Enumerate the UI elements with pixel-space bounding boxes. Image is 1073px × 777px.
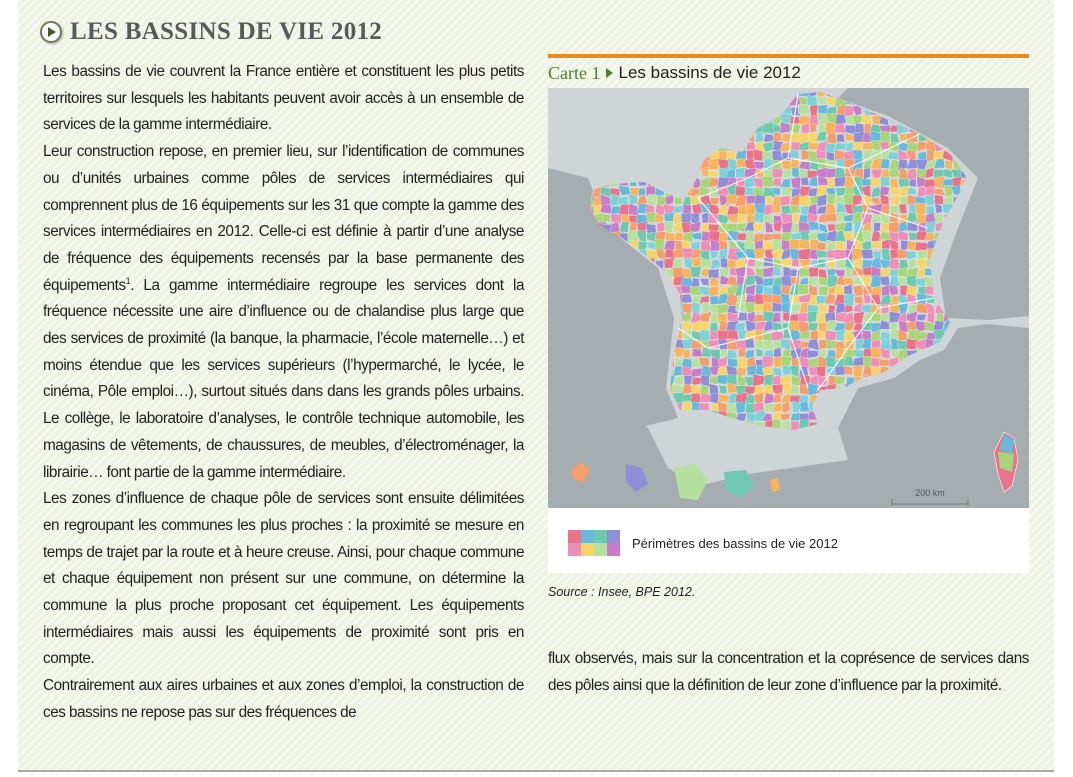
bassin-cell [870, 348, 881, 358]
bassin-cell [638, 188, 645, 196]
bassin-cell [808, 143, 818, 150]
section-heading [40, 14, 382, 50]
bassin-cell [835, 366, 846, 375]
bassin-cell [798, 249, 810, 260]
bassin-cell [845, 125, 856, 134]
bassin-cell [771, 205, 781, 213]
bassin-cell [792, 258, 799, 266]
bassin-cell [918, 152, 927, 161]
bassin-cell [855, 123, 864, 133]
bassin-cell [798, 321, 810, 332]
bassin-cell [600, 204, 611, 213]
bassin-cell [799, 268, 810, 277]
bassin-cell [720, 349, 727, 357]
bassin-cell [801, 177, 809, 185]
figure-carte-1 [548, 54, 1029, 573]
bassin-cell [871, 177, 882, 186]
bassin-cell [871, 240, 881, 248]
legend-swatch-cell [581, 530, 594, 543]
bassin-cell [762, 303, 773, 312]
bassin-cell [737, 358, 747, 368]
bassin-cell [709, 286, 719, 297]
paragraph-2-part-a: Leur construction repose, en premier lieu, sur l’identification de communes ou d’unités urbaines comme pôles de services intermédiaires qui comprennent plus de 16 équipements sur les 31 que compte la gamme des services intermédiaires en 2012. Celle-ci est définie à partir d’une analyse de fréquence des équipements recensés par la base permanente des équipements [43, 143, 524, 294]
bassin-cell [728, 330, 739, 340]
right-paragraph-1: flux observés, mais sur la concentration et la coprésence de services dans des pôles ainsi que la définition de leur zone d’influence par la proximité. [548, 650, 1029, 694]
bassin-cell [702, 167, 709, 176]
bassin-cell [594, 205, 602, 215]
bassin-cell [808, 222, 818, 231]
legend-swatch-cell [594, 543, 607, 556]
bassin-cell [691, 302, 700, 314]
paragraph-2-part-b: . La gamme intermédiaire regroupe les services dont la fréquence nécessite une aire d’influence ou de chalandise plus large que des services de proximité (la banque, la pharmacie, l’école maternelle…) et moins étendue que les services supérieurs (l’hypermarché, le lycée, le cinéma, Pôle emploi…), surtout situés dans dans les grands pôles urbains. Le collège, le laboratoire d’analyses, le contrôle technique automobile, les magasins de vêtements, de chaussures, de meubles, d’électroménager, la librairie… font partie de la gamme intermédiaire. [43, 276, 524, 481]
play-bullet-icon [40, 21, 62, 43]
bassin-cell [791, 177, 801, 189]
bassin-cell [909, 179, 916, 187]
bassin-cell [702, 212, 709, 223]
bassin-cell [772, 168, 783, 178]
legend-swatch-cell [594, 530, 607, 543]
paragraph-3: Les zones d’influence de chaque pôle de services sont ensuite délimitées en regroupant les communes les plus proches : la proximité se mesure en temps de trajet par la route et à heure creuse. Ainsi, pour chaque commune et chaque équipement non présent sur une commune, on détermine la commune la plus proche proposant cet équipement. Les équipements intermédiaires mais aussi les équipements de proximité sont pris en compte. [43, 490, 524, 668]
bassin-cell [611, 214, 622, 224]
scale-label: 200 km [915, 488, 945, 498]
bassin-cell [907, 168, 917, 180]
bassin-cell [853, 365, 863, 377]
paragraph-2 [43, 139, 524, 486]
bassin-cell [699, 357, 709, 366]
right-column [548, 646, 1029, 699]
bassin-cell [798, 284, 809, 294]
figure-number: Carte 1 [548, 62, 601, 83]
bassin-cell [738, 214, 745, 224]
bassin-cell [817, 242, 827, 250]
bassin-cell [800, 331, 810, 339]
bassin-cell [762, 176, 775, 187]
bassin-cell [780, 195, 790, 206]
legend-label: Périmètres des bassins de vie 2012 [632, 535, 838, 551]
bassin-cell [837, 134, 845, 142]
bassin-cell [810, 123, 817, 133]
bassin-cell [890, 196, 900, 205]
left-column [43, 59, 524, 727]
footnote-ref[interactable]: 1 [125, 275, 131, 286]
bassin-cell [799, 239, 810, 249]
figure-caption [548, 58, 1029, 88]
bassin-cell [872, 115, 881, 125]
bassin-cell [763, 267, 774, 277]
legend-swatch-cell [607, 543, 620, 556]
bassin-cell [915, 203, 926, 215]
bassin-cell [807, 311, 817, 323]
map-legend [568, 530, 838, 556]
bassin-cell [809, 267, 819, 277]
section-title: LES BASSINS DE VIE 2012 [70, 18, 383, 45]
bassin-cell [736, 402, 746, 414]
bassin-cell [862, 142, 873, 150]
paragraph-4: Contrairement aux aires urbaines et aux zones d’emploi, la construction de ces bassins ne repose pas sur des fréquences de [43, 677, 524, 721]
bassin-cell [826, 213, 837, 221]
bassin-cell [915, 242, 927, 250]
bassin-cell [880, 177, 890, 187]
figure-source: Source : Insee, BPE 2012. [548, 585, 696, 599]
caption-arrow-icon [606, 68, 613, 78]
bassin-cell [827, 275, 837, 287]
bassin-cell [737, 233, 747, 240]
legend-swatch-cell [581, 543, 594, 556]
legend-swatch-cell [607, 530, 620, 543]
bassin-cell [791, 233, 802, 241]
bassin-cell [735, 186, 745, 197]
paragraph-1: Les bassins de vie couvrent la France entière et constituent les plus petits territoires sur lesquels les habitants peuvent avoir accès à un ensemble de services de la gamme intermédiaire. [43, 63, 524, 134]
figure-title: Les bassins de vie 2012 [618, 63, 801, 82]
bassin-cell [810, 105, 818, 117]
map-frame [548, 88, 1029, 573]
legend-swatch [568, 530, 620, 556]
bassin-cell [701, 330, 711, 342]
bottom-divider [18, 770, 1054, 772]
legend-swatch-cell [568, 530, 581, 543]
bassin-cell [807, 95, 817, 106]
bassin-cell [655, 214, 664, 222]
bassin-cell [772, 239, 782, 251]
bassin-cell [835, 143, 847, 150]
bassin-cell [844, 294, 855, 306]
bassin-cell [861, 249, 873, 258]
bassin-cell [701, 259, 712, 269]
bassin-cell [708, 269, 719, 278]
bassin-cell [780, 414, 790, 420]
map-france-bassins [548, 88, 1029, 508]
bassin-cell [799, 195, 810, 207]
legend-swatch-cell [568, 543, 581, 556]
bassin-cell [726, 350, 737, 359]
bassin-cell [819, 286, 829, 295]
bassin-cell [691, 393, 702, 402]
bassin-cell [765, 249, 774, 259]
